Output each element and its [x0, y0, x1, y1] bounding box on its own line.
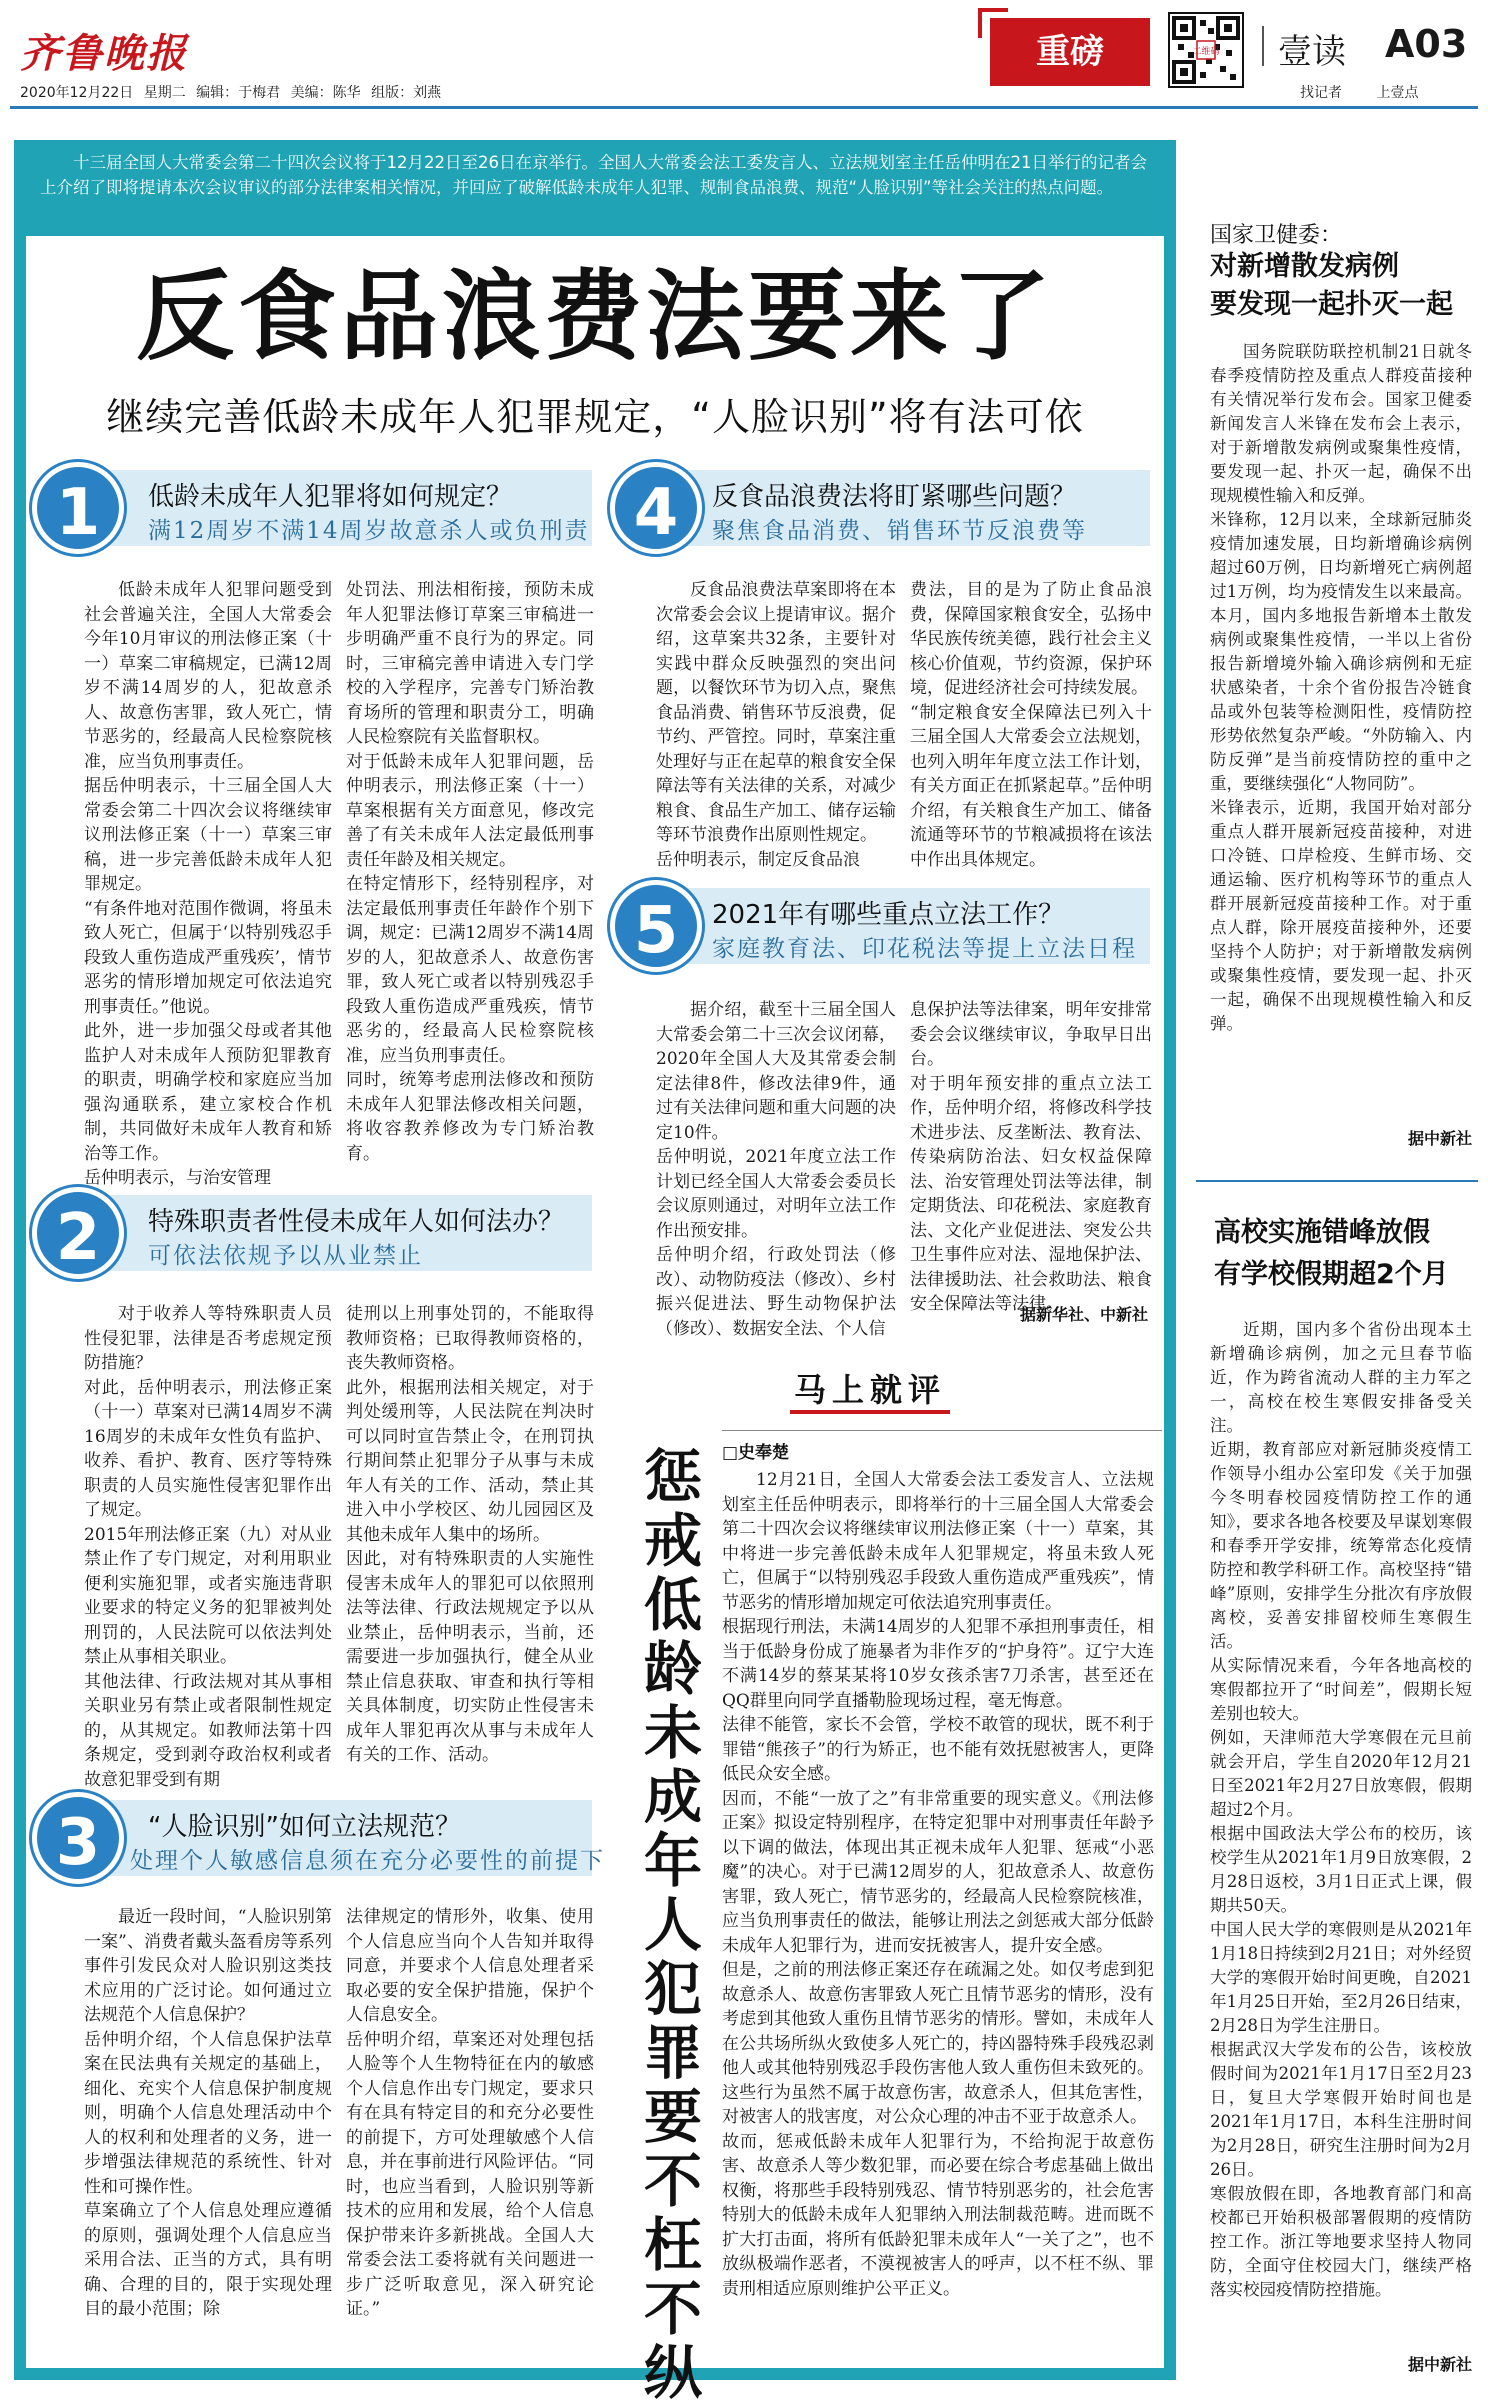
main-headline: 反食品浪费法要来了 — [135, 259, 1054, 374]
q2-column-1 — [84, 1302, 332, 1790]
page-kind: 壹读 — [1278, 32, 1346, 72]
q5-number-badge: 5 — [610, 880, 702, 972]
qr-code-graphic — [1170, 14, 1242, 86]
sidebar-story2-title-line2: 有学校假期超2个月 — [1214, 1259, 1449, 1290]
q1-body-2: 处罚法、刑法相衔接，预防未成年人犯罪法修订草案三审稿进一步明确严重不良行为的界定。同时，三审稿完善申请进入专门学校的入学程序，完善专门矫治教育场所的管理和职责分工，明确人民检察院有关监督职权。 对于低龄未成年人犯罪问题，岳仲明表示，刑法修正案（十一）草案根据有关方面意见，修改完善了有关未成年人法定最低刑事责任年龄及相关规定。 在特定情形下，经特别程序，对法定最低刑事责任年龄作个别下调，规定：已满12周岁不满14周岁的人，犯故意杀人、故意伤害罪，致人死亡或者以特别残忍手段致人重伤造成严重残疾，情节恶劣的，经最高人民检察院核准，应当负刑事责任。 同时，统筹考虑刑法修改和预防未成年人犯罪法修改相关问题，将收容教养修改为专门矫治教育。 — [346, 580, 594, 1164]
commentary-body-column — [722, 1468, 1154, 2358]
sidebar-story1-body-column — [1210, 340, 1472, 1122]
q1-column-2 — [346, 578, 594, 1174]
issue-weekday: 星期二 — [143, 85, 186, 101]
q1-body-1: 低龄未成年人犯罪问题受到社会普遍关注，全国人大常委会今年10月审议的刑法修正案（十一）草案二审稿规定，已满12周岁不满14周岁的人，犯故意杀人、故意伤害罪，致人死亡，情节恶劣的，经最高人民检察院核准，应当负刑事责任。 据岳仲明表示，十三届全国人大常委会第二十四次会议将继续审议刑法修正案（十一）草案三审稿，进一步完善低龄未成年人犯罪规定。 “有条件地对范围作微调，将虽未致人死亡，但属于‘以特别残忍手段致人重伤造成严重残疾’，情节恶劣的情形增加规定可依法追究刑事责任。”他说。 此外，进一步加强父母或者其他监护人对未成年人预防犯罪教育的职责，明确学校和家庭应当加强沟通联系，建立家校合作机制，共同做好未成年人教育和矫治等工作。 岳仲明表示，与治安管理 — [84, 580, 332, 1188]
q5-column-2 — [910, 998, 1152, 1314]
sidebar-story2-credit: 据中新社 — [1407, 2355, 1472, 2374]
editor-credit: 编辑：于梅君 — [196, 85, 281, 101]
q5-body-2: 息保护法等法律案，明年安排常委会会议继续审议，争取早日出台。 对于明年预安排的重点立法工作，岳仲明介绍，将修改科学技术进步法、反垄断法、教育法、传染病防治法、妇女权益保障法、治安管理处罚法等法律，制定期货法、印花税法、家庭教育法、文化产业促进法、突发公共卫生事件应对法、湿地保护法、法律援助法、社会救助法、粮食安全保障法等法律。 — [910, 1000, 1152, 1314]
q4-title: 反食品浪费法将盯紧哪些问题？ — [712, 482, 1077, 512]
reporter-app: 上壹点 — [1376, 85, 1419, 101]
main-subheadline: 继续完善低龄未成年人犯罪规定，“人脸识别”将有法可依 — [106, 395, 1084, 439]
q4-body-1: 反食品浪费法草案即将在本次常委会会议上提请审议。据介绍，这草案共32条，主要针对实践中群众反映强烈的突出问题，以餐饮环节为切入点，聚焦食品消费、销售环节反浪费，促节约、严管控。同时，草案注重处理好与正在起草的粮食安全保障法等有关法律的关系，对减少粮食、食品生产加工、储存运输等环节浪费作出原则性规定。 岳仲明表示，制定反食品浪 — [656, 580, 896, 870]
commentary-vertical-headline: 惩戒低龄未成年人犯罪要不枉不纵 — [643, 1443, 702, 2407]
commentary-author: □史奉楚 — [722, 1443, 790, 1463]
q2-subtitle: 可依法依规予以从业禁止 — [148, 1243, 423, 1269]
sidebar-story2-body: 近期，国内多个省份出现本土新增确诊病例，加之元旦春节临近，作为跨省流动人群的主力军之一，高校在校生寒假安排备受关注。 近期，教育部应对新冠肺炎疫情工作领导小组办公室印发《关于加强今冬明春校园疫情防控工作的通知》，要求各地各校要及早谋划寒假和春季开学安排，统筹常态化疫情防控和教学科研工作。高校坚持“错峰”原则，安排学生分批次有序放假离校，妥善安排留校师生寒假生活。 从实际情况来看，今年各地高校的寒假都拉开了“时间差”，假期长短差别也较大。 例如，天津师范大学寒假在元旦前就会开启，学生自2020年12月21日至2021年2月27日放寒假，假期超过2个月。 根据中国政法大学公布的校历，该校学生从2021年1月9日放寒假，2月28日返校，3月1日正式上课，假期共50天。 中国人民大学的寒假则是从2021年1月18日持续到2月21日；对外经贸大学的寒假开始时间更晚，自2021年1月25日开始，至2月26日结束，2月28日为学生注册日。 根据武汉大学发布的公告，该校放假时间为2021年1月17日至2月23日，复旦大学寒假开始时间也是2021年1月17日，本科生注册时间为2月28日，研究生注册时间为2月26日。 寒假放假在即，各地教育部门和高校都已开始积极部署假期的疫情防控工作。浙江等地要求坚持人物同防，全面守住校园大门，继续严格落实校园疫情防控措施。 — [1210, 1320, 1472, 2299]
q4-column-1 — [656, 578, 896, 870]
sidebar-story2-title-line1: 高校实施错峰放假 — [1214, 1217, 1430, 1248]
section-tag: 重磅 — [990, 18, 1150, 86]
sidebar-story1-body: 国务院联防联控机制21日就冬春季疫情防控及重点人群疫苗接种有关情况举行发布会。国家卫健委新闻发言人米锋在发布会上表示，对于新增散发病例或聚集性疫情，要发现一起、扑灭一起，确保不出现规模性输入和反弹。 米锋称，12月以来，全球新冠肺炎疫情加速发展，日均新增确诊病例超过60万例，日均新增死亡病例超过1万例，均为疫情发生以来最高。本月，国内多地报告新增本土散发病例或聚集性疫情，一半以上省份报告新增境外输入确诊病例和无症状感染者，十余个省份报告冷链食品或外包装等检测阳性，疫情防控形势依然复杂严峻。“外防输入、内防反弹”是当前疫情防控的重中之重，要继续强化“人物同防”。 米锋表示，近期，我国开始对部分重点人群开展新冠疫苗接种，对进口冷链、口岸检疫、生鲜市场、交通运输、医疗机构等环节的重点人群开展新冠疫苗接种工作。对于重点人群，除开展疫苗接种外，还要坚持个人防护；对于新增散发病例或聚集性疫情，要发现一起、扑灭一起，确保不出现规模性输入和反弹。 — [1210, 342, 1472, 1033]
intro-text: 十三届全国人大常委会第二十四次会议将于12月22日至26日在京举行。全国人大常委会法工委发言人、立法规划室主任岳仲明在21日举行的记者会上介绍了即将提请本次会议审议的部分法律案相关情况，并回应了破解低龄未成年人犯罪、规制食品浪费、规范“人脸识别”等社会关注的热点问题。 — [40, 153, 1147, 197]
sidebar-story2-body-column — [1210, 1318, 1472, 2340]
q4-number-badge: 4 — [610, 462, 702, 554]
reporter-line — [1300, 82, 1418, 102]
header-divider — [1262, 26, 1264, 66]
commentary-column-name: 马上就评 — [793, 1371, 946, 1409]
q5-subtitle: 家庭教育法、印花税法等提上立法日程 — [712, 936, 1137, 962]
q4-subtitle: 聚焦食品消费、销售环节反浪费等 — [712, 518, 1087, 544]
q2-column-2 — [346, 1302, 594, 1772]
sidebar-story1-title-line1: 对新增散发病例 — [1210, 251, 1399, 282]
q1-column-1 — [84, 578, 332, 1188]
qr-code-icon[interactable] — [1168, 12, 1244, 88]
proofreader-credit: 组版：刘燕 — [371, 85, 442, 101]
header-rule — [10, 106, 1478, 109]
sidebar-story1-credit: 据中新社 — [1407, 1129, 1472, 1148]
q4-body-2: 费法，目的是为了防止食品浪费，保障国家粮食安全，弘扬中华民族传统美德，践行社会主义核心价值观，节约资源，保护环境，促进经济社会可持续发展。 “制定粮食安全保障法已列入十三届全国人大常委会立法规划，也列入明年年度立法工作计划，有关方面正在抓紧起草。”岳仲明介绍，有关粮食生产加工、储备流通等环节的节粮减损将在该法中作出具体规定。 — [910, 580, 1152, 870]
sidebar-story1-title-line2: 要发现一起扑灭一起 — [1210, 289, 1453, 320]
q2-number-badge: 2 — [32, 1187, 124, 1279]
q3-body-1: 最近一段时间，“人脸识别第一案”、消费者戴头盔看房等系列事件引发民众对人脸识别这类技术应用的广泛讨论。如何通过立法规范个人信息保护？ 岳仲明介绍，个人信息保护法草案在民法典有关规定的基础上，细化、充实个人信息保护制度规则，明确个人信息处理活动中个人的权利和处理者的义务，进一步增强法律规范的系统性、针对性和可操作性。 草案确立了个人信息处理应遵循的原则，强调处理个人信息应当采用合法、正当的方式，具有明确、合理的目的，限于实现处理目的最小范围；除 — [84, 1907, 332, 2319]
q5-credit: 据新华社、中新社 — [1019, 1305, 1148, 1324]
commentary-body: 12月21日，全国人大常委会法工委发言人、立法规划室主任岳仲明表示，即将举行的十三届全国人大常委会第二十四次会议将继续审议刑法修正案（十一）草案，其中将进一步完善低龄未成年人犯罪规定，将虽未致人死亡，但属于“以特别残忍手段致人重伤造成严重残疾”，情节恶劣的情形增加规定可依法追究刑事责任。 根据现行刑法，未满14周岁的人犯罪不承担刑事责任，相当于低龄身份成了施暴者为非作歹的“护身符”。辽宁大连不满14岁的蔡某某将10岁女孩杀害7刀杀害，甚至还在QQ群里向同学直播勒脸现场过程，毫无悔意。 法律不能管，家长不会管，学校不敢管的现状，既不利于罪错“熊孩子”的行为矫正，也不能有效抚慰被害人，更降低民众安全感。 因而，不能“一放了之”有非常重要的现实意义。《刑法修正案》拟设定特别程序，在特定犯罪中对刑事责任年龄予以下调的做法，体现出其正视未成年人犯罪、惩戒“小恶魔”的决心。对于已满12周岁的人，犯故意杀人、故意伤害罪，致人死亡，情节恶劣的，经最高人民检察院核准，应当负刑事责任的做法，能够让刑法之剑惩戒大部分低龄未成年人犯罪行为，进而安抚被害人，提升安全感。 但是，之前的刑法修正案还存在疏漏之处。如仅考虑到犯故意杀人、故意伤害罪致人死亡且情节恶劣的情形，没有考虑到其他致人重伤且情节恶劣的情形。譬如，未成年人在公共场所纵火致使多人死亡的，持凶器特殊手段残忍剥他人或其他特别残忍手段伤害他人致人重伤但未致死的。这些行为虽然不属于故意伤害，故意杀人，但其危害性，对被害人的戕害度，对公众心理的冲击不亚于故意杀人。 故而，惩戒低龄未成年人犯罪行为，不给拘泥于故意伤害、故意杀人等少数犯罪，而必要在综合考虑基础上做出权衡，将那些手段特别残忍、情节特别恶劣的，社会危害特别大的低龄未成年人犯罪纳入刑法制裁范畴。进而既不扩大打击面，将所有低龄犯罪未成年人“一关了之”，也不放纵极端作恶者，不漠视被害人的呼声，以不枉不纵、罪责刑相适应原则维护公平正义。 — [722, 1470, 1154, 2299]
q1-number-badge: 1 — [32, 462, 124, 554]
q5-title: 2021年有哪些重点立法工作？ — [712, 900, 1065, 930]
q3-body-2: 法律规定的情形外，收集、使用个人信息应当向个人告知并取得同意，并要求个人信息处理者采取必要的安全保护措施，保护个人信息安全。 岳仲明介绍，草案还对处理包括人脸等个人生物特征在内的敏感个人信息作出专门规定，要求只有在具有特定目的和充分必要性的前提下，方可处理敏感个人信息，并在事前进行风险评估。“同时，也应当看到，人脸识别等新技术的应用和发展，给个人信息保护带来许多新挑战。全国人大常委会法工委将就有关问题进一步广泛听取意见，深入研究论证。” — [346, 1907, 594, 2319]
reporter-label: 找记者 — [1300, 85, 1342, 101]
issue-meta — [20, 82, 441, 102]
q1-subtitle: 满12周岁不满14周岁故意杀人或负刑责 — [148, 518, 590, 544]
q3-subtitle: 处理个人敏感信息须在充分必要性的前提下 — [130, 1848, 605, 1874]
issue-date: 2020年12月22日 — [20, 85, 134, 101]
q5-body-1: 据介绍，截至十三届全国人大常委会第二十三次会议闭幕，2020年全国人大及其常委会制定法律8件，修改法律9件，通过有关法律问题和重大问题的决定10件。 岳仲明说，2021年度立法工作计划已经全国人大常委会委员长会议原则通过，对明年立法工作作出预安排。 岳仲明介绍，行政处罚法（修改）、动物防疫法（修改）、乡村振兴促进法、野生动物保护法（修改）、数据安全法、个人信 — [656, 1000, 896, 1339]
newspaper-logo: 齐鲁晚报 — [20, 30, 188, 77]
sidebar-divider — [1196, 1180, 1478, 1182]
page-number: A03 — [1385, 22, 1468, 66]
q5-column-1 — [656, 998, 896, 1339]
q1-title: 低龄未成年人犯罪将如何规定？ — [148, 482, 513, 512]
q2-title: 特殊职责者性侵未成年人如何法办？ — [148, 1207, 565, 1237]
commentary-rule — [722, 1430, 1162, 1431]
q4-column-2 — [910, 578, 1152, 870]
q3-column-2 — [346, 1905, 594, 2365]
designer-credit: 美编：陈华 — [290, 85, 361, 101]
commentary-underline — [790, 1410, 950, 1414]
q3-title: “人脸识别”如何立法规范？ — [148, 1812, 461, 1842]
sidebar-story1-kicker: 国家卫健委： — [1210, 223, 1343, 248]
q3-number-badge: 3 — [32, 1792, 124, 1884]
q2-body-1: 对于收养人等特殊职责人员性侵犯罪，法律是否考虑规定预防措施？ 对此，岳仲明表示，刑法修正案（十一）草案对已满14周岁不满16周岁的未成年女性负有监护、收养、看护、教育、医疗等特殊职责的人员实施性侵害犯罪作出了规定。 2015年刑法修正案（九）对从业禁止作了专门规定，对利用职业便利实施犯罪，或者实施违背职业要求的特定义务的犯罪被判处刑罚的，人民法院可以依法判处禁止从事相关职业。 其他法律、行政法规对其从事相关职业另有禁止或者限制性规定的，从其规定。如教师法第十四条规定，受到剥夺政治权利或者故意犯罪受到有期 — [84, 1304, 332, 1790]
q2-body-2: 徒刑以上刑事处罚的，不能取得教师资格；已取得教师资格的，丧失教师资格。 此外，根据刑法相关规定，对于判处缓刑等，人民法院在判决时可以同时宣告禁止令，在刑罚执行期间禁止犯罪分子从事与未成年人有关的工作、活动，禁止其进入中小学校区、幼儿园园区及其他未成年人集中的场所。 因此，对有特殊职责的人实施性侵害未成年人的罪犯可以依照刑法等法律、行政法规规定予以从业禁止，岳仲明表示，当前，还需要进一步加强执行，健全从业禁止信息获取、审查和执行等相关具体制度，切实防止性侵害未成年人罪犯再次从事与未成年人有关的工作、活动。 — [346, 1304, 594, 1765]
qr-center-label: 二维码 — [1192, 47, 1220, 57]
q3-column-1 — [84, 1905, 332, 2365]
